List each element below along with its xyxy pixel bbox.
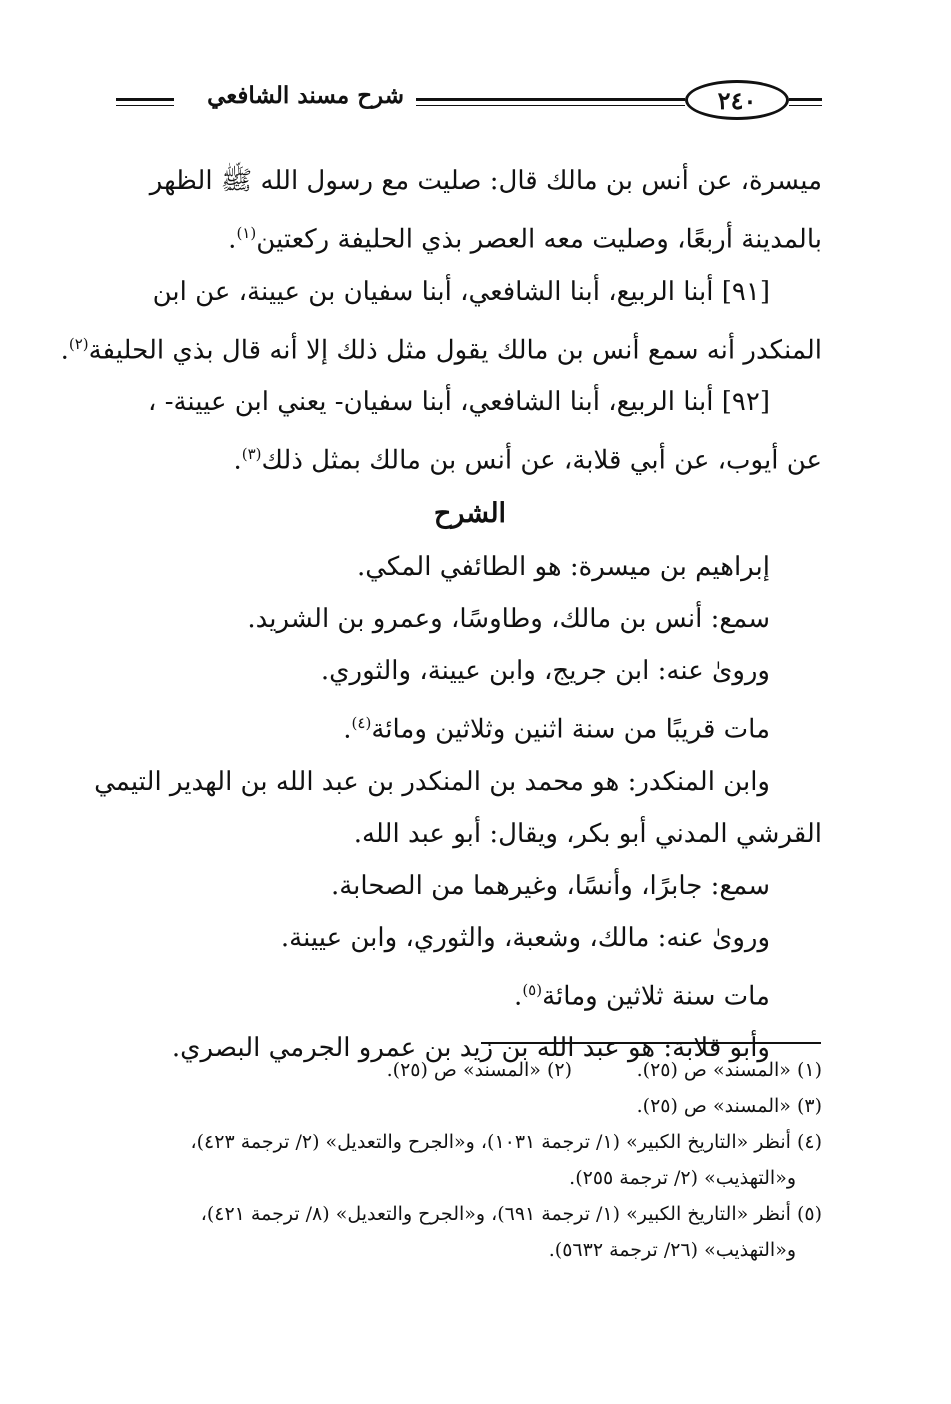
text-line: سمع: جابرًا، وأنسًا، وغيرهما من الصحابة.	[330, 870, 770, 901]
text-line: بالمدينة أربعًا، وصليت معه العصر بذي الحليفة ركعتين$^{(١)}$.	[228, 224, 822, 255]
footnote-3: (٣) «المسند» ص (٢٥).	[636, 1095, 822, 1117]
footnote-separator	[481, 1042, 821, 1044]
header-rule-right-2	[789, 105, 822, 106]
header-rule-right	[789, 98, 822, 101]
text-line: المنكدر أنه سمع أنس بن مالك يقول مثل ذلك إلا أنه قال بذي الحليفة$^{(٢)}$.	[60, 334, 822, 366]
footnote-ref: (٣)	[241, 445, 262, 464]
text-line: وابن المنكدر: هو محمد بن المنكدر بن عبد الله بن الهدير التيمي	[94, 766, 770, 797]
hadith-91: [٩١] أبنا الربيع، أبنا الشافعي، أبنا سفيان بن عيينة، عن ابن	[152, 276, 770, 307]
footnote-4-cont: و«التهذيب» (٢/ ترجمة ٢٥٥).	[569, 1167, 796, 1189]
footnote-1: (١) «المسند» ص (٢٥).	[636, 1059, 822, 1081]
text-line: القرشي المدني أبو بكر، ويقال: أبو عبد الله.	[353, 818, 822, 849]
text-line: مات سنة ثلاثين ومائة$^{(٥)}$.	[514, 980, 770, 1012]
header-rule-middle-2	[416, 105, 685, 106]
header-rule-left-2	[116, 105, 174, 106]
footnote-ref: (٢)	[68, 334, 89, 353]
footnote-5-cont: و«التهذيب» (٢٦/ ترجمة ٥٦٣٢).	[548, 1239, 796, 1261]
text-line: وأبو قلابة: هو عبد الله بن زيد بن عمرو الجرمي البصري.	[171, 1033, 770, 1064]
hadith-92: [٩٢] أبنا الربيع، أبنا الشافعي، أبنا سفيان- يعني ابن عيينة- ،	[148, 387, 770, 418]
header-title: شرح مسند الشافعي	[207, 82, 404, 109]
text-line: إبراهيم بن ميسرة: هو الطائفي المكي.	[356, 551, 770, 582]
footnote-row	[118, 1052, 822, 1088]
footnote-ref: (١)	[236, 224, 257, 242]
text-line: وروىٰ عنه: ابن جريج، وابن عيينة، والثوري.	[320, 655, 770, 686]
footnote-5: (٥) أنظر «التاريخ الكبير» (١/ ترجمة ٦٩١)، و«الجرح والتعديل» (٨/ ترجمة ٤٢١)،	[200, 1203, 822, 1225]
footnote-2: (٢) «المسند» ص (٢٥).	[386, 1059, 572, 1081]
footnote-4: (٤) أنظر «التاريخ الكبير» (١/ ترجمة ١٠٣١)، و«الجرح والتعديل» (٢/ ترجمة ٤٢٣)،	[190, 1131, 822, 1153]
page-number: ٢٤٠	[685, 80, 789, 120]
header-rule-left	[116, 98, 174, 101]
section-title: الشرح	[433, 497, 507, 529]
text-line: عن أيوب، عن أبي قلابة، عن أنس بن مالك بمثل ذلك$^{(٣)}$.	[233, 445, 822, 476]
running-header	[110, 78, 822, 124]
footnote-ref: (٤)	[351, 713, 372, 732]
text-line: مات قريبًا من سنة اثنين وثلاثين ومائة$^{(٤)}$.	[343, 713, 770, 745]
footnotes	[118, 1052, 822, 1268]
footnote-ref: (٥)	[522, 980, 543, 999]
text-line: ميسرة، عن أنس بن مالك قال: صليت مع رسول الله ﷺ الظهر	[149, 166, 822, 196]
header-rule-middle	[416, 98, 685, 101]
text-line: وروىٰ عنه: مالك، وشعبة، والثوري، وابن عيينة.	[280, 922, 770, 953]
text-line: سمع: أنس بن مالك، وطاوسًا، وعمرو بن الشريد.	[247, 603, 770, 634]
main-text	[60, 155, 822, 1074]
